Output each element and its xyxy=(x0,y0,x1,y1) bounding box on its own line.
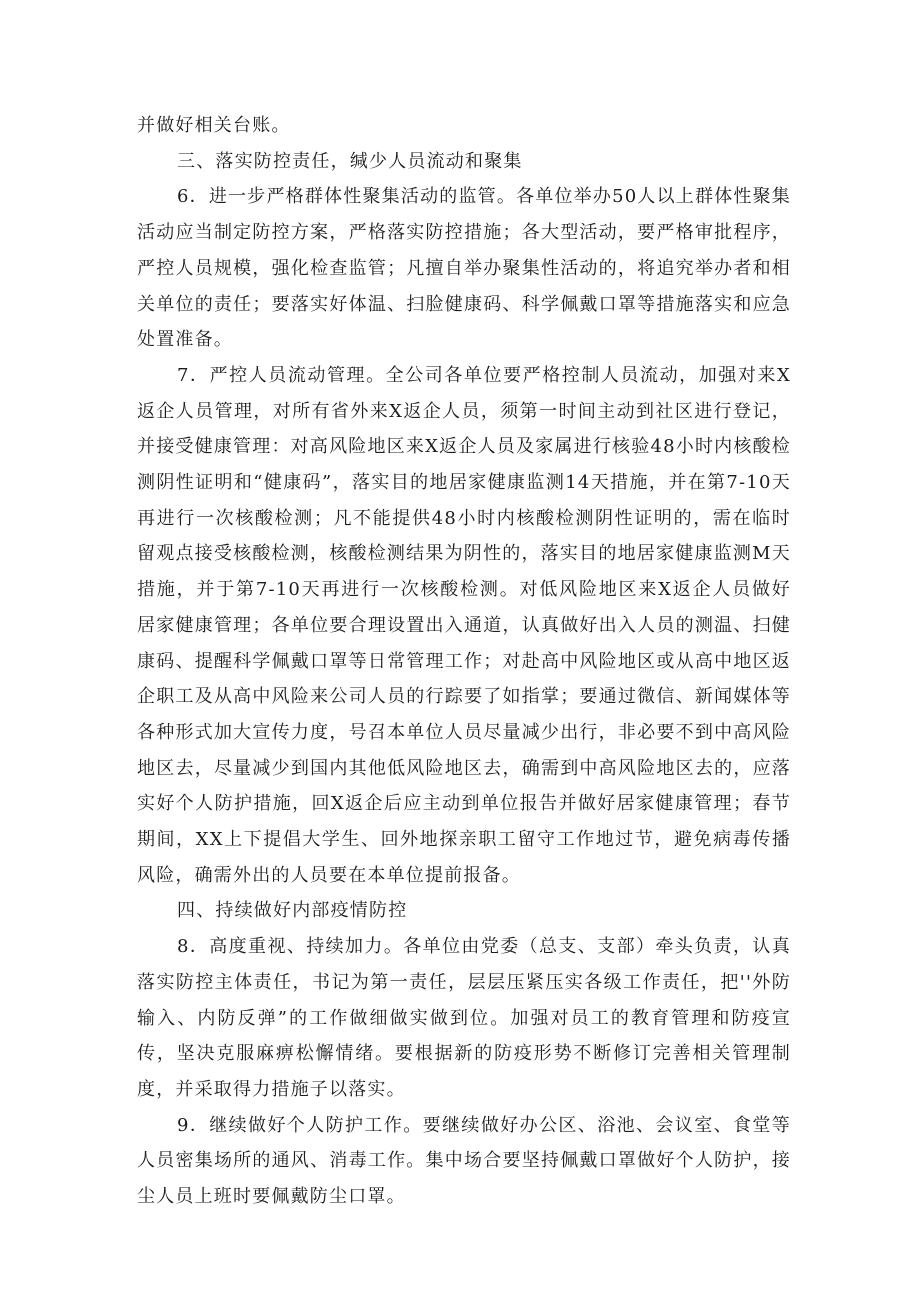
section-heading-three: 三、落实防控责任，缄少人员流动和聚集 xyxy=(177,150,523,172)
document-body xyxy=(137,108,791,1215)
paragraph-item-8: 8．高度重视、持续加力。各单位由党委（总支、支部）牵头负责，认真落实防控主体责任，书记为第一责任，层层压紧压实各级工作责任，把''外防输入、内防反弹”的工作做细做实做到位。加强对员工的教育管理和防疫宣传，坚决克服麻痹松懈情绪。要根据新的防疫形势不断修订完善相关管理制度，并采取得力措施子以落实。 xyxy=(137,936,791,1100)
paragraph-continuation: 并做好相关台账。 xyxy=(137,115,291,136)
section-heading-four: 四、持续做好内部疫情防控 xyxy=(177,900,408,922)
paragraph-item-9: 9．继续做好个人防护工作。要继续做好办公区、浴池、会议室、食堂等人员密集场所的通风、消毒工作。集中场合要坚持佩戴口罩做好个人防护，接尘人员上班时要佩戴防尘口罩。 xyxy=(137,1114,791,1208)
paragraph-item-7: 7．严控人员流动管理。全公司各单位要严格控制人员流动，加强对来X返企人员管理，对所有省外来X返企人员，须第一时间主动到社区进行登记，并接受健康管理：对高风险地区来X返企人员及家属进行核验48小时内核酸检测阴性证明和“健康码”，落实目的地居家健康监测14天措施，并在第7-10天再进行一次核酸检测；凡不能提供48小时内核酸检测阴性证明的，需在临时留观点接受核酸检测，核酸检测结果为阴性的，落实目的地居家健康监测M天措施，并于第7-10天再进行一次核酸检测。对低风险地区来X返企人员做好居家健康管理；各单位要合理设置出入通道，认真做好出入人员的测温、扫健康码、提醒科学佩戴口罩等日常管理工作；对赴高中风险地区或从高中地区返企职工及从高中风险来公司人员的行踪要了如指掌；要通过微信、新闻媒体等各种形式加大宣传力度，号召本单位人员尽量减少出行，非必要不到中高风险地区去，尽量减少到国内其他低风险地区去，确需到中高风险地区去的，应落实好个人防护措施，回X返企后应主动到单位报告并做好居家健康管理；春节期间，XX上下提倡大学生、回外地探亲职工留守工作地过节，避免病毒传播风险，确需外出的人员要在本单位提前报备。 xyxy=(137,364,791,886)
paragraph-item-6: 6．进一步严格群体性聚集活动的监管。各单位举办50人以上群体性聚集活动应当制定防控方案，严格落实防控措施；各大型活动，要严格审批程序，严控人员规模，强化检查监管；凡擅自举办聚集性活动的，将追究举办者和相关单位的责任；要落实好体温、扫脸健康码、科学佩戴口罩等措施落实和应急处置准备。 xyxy=(137,186,791,351)
